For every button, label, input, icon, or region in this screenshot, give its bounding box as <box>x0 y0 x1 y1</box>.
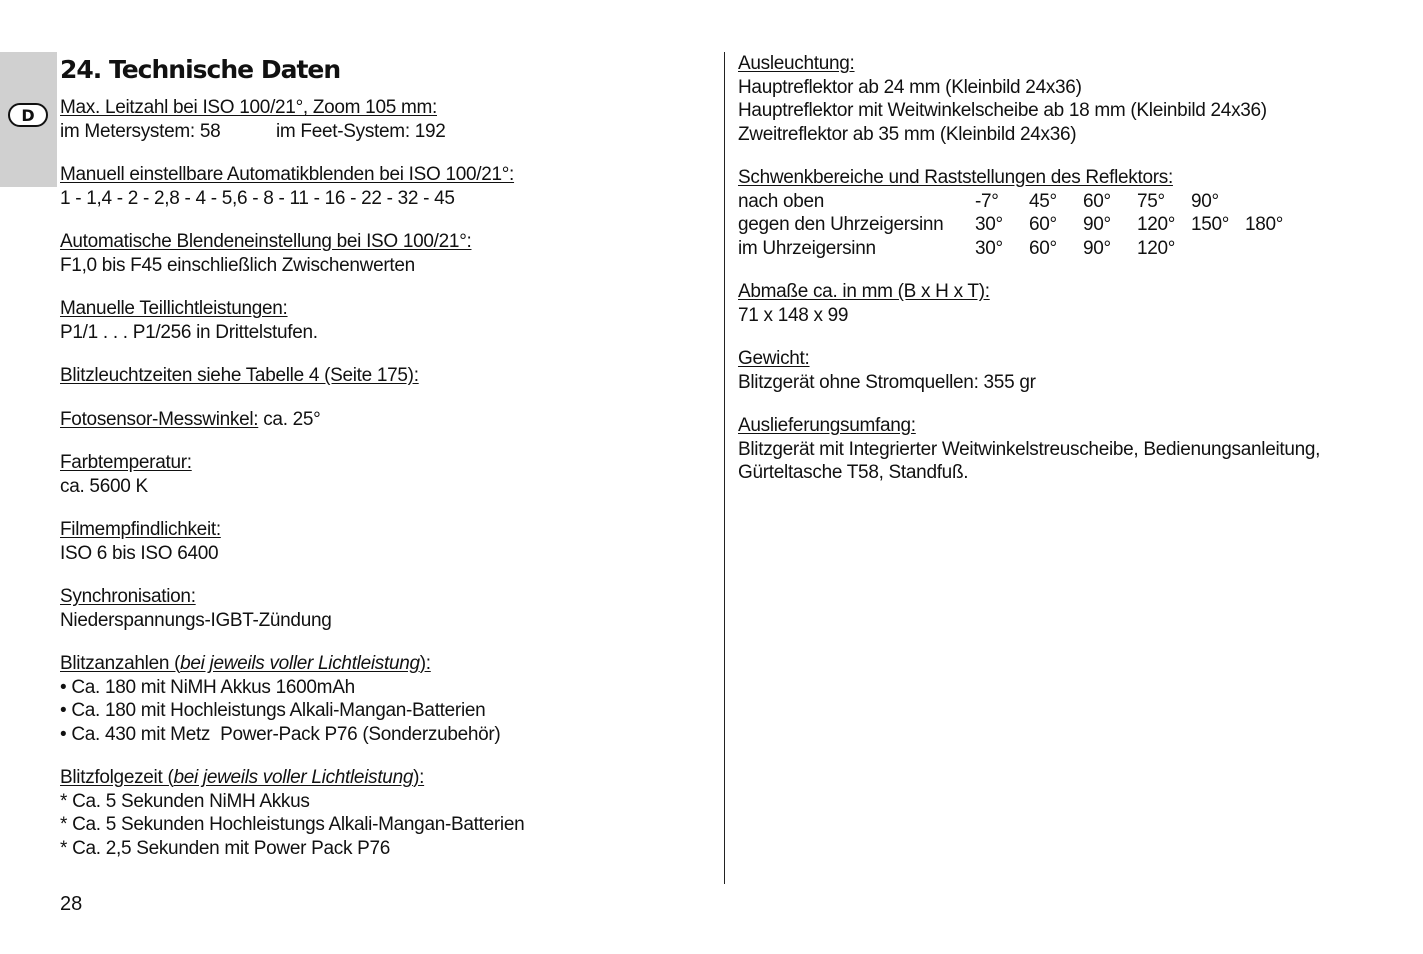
section-heading: Blitzleuchtzeiten siehe Tabelle 4 (Seite 175): <box>60 365 419 386</box>
section-heading: Fotosensor-Messwinkel: <box>60 408 259 430</box>
section-heading: Filmempfindlichkeit: <box>60 519 221 540</box>
angle-cell: 60° <box>1029 214 1057 235</box>
section-color-temp <box>60 451 700 498</box>
heading-part: ): <box>419 653 431 674</box>
list-item: Zweitreflektor ab 35 mm (Kleinbild 24x36) <box>738 123 1077 145</box>
heading-part: Blitzanzahlen ( <box>60 653 181 674</box>
list-item: Hauptreflektor ab 24 mm (Kleinbild 24x36) <box>738 76 1082 98</box>
row-label: im Uhrzeigersinn <box>738 237 876 259</box>
section-heading: Manuell einstellbare Automatikblenden bei ISO 100/21°: <box>60 164 515 185</box>
angle-cell <box>1245 237 1299 261</box>
section-flash-count <box>60 652 700 746</box>
heading-emphasis: bei jeweils voller Lichtleistung <box>173 767 414 788</box>
right-column <box>738 52 1398 505</box>
table-row <box>738 237 1299 261</box>
page-title: 24. Technische Daten <box>60 55 341 84</box>
heading-emphasis: bei jeweils voller Lichtleistung <box>180 653 420 674</box>
section-heading: Gewicht: <box>738 348 810 369</box>
angle-cell <box>1245 190 1299 214</box>
angle-cell: 150° <box>1191 214 1230 235</box>
section-heading: Abmaße ca. in mm (B x H x T): <box>738 281 990 302</box>
section-value: ca. 25° <box>258 408 321 430</box>
section-sensor-angle <box>60 408 700 432</box>
table-row <box>738 213 1299 237</box>
section-coverage <box>738 52 1398 146</box>
section-heading: Farbtemperatur: <box>60 452 192 473</box>
section-recycle-time <box>60 766 700 860</box>
row-label: gegen den Uhrzeigersinn <box>738 214 944 235</box>
section-value: Blitzgerät ohne Stromquellen: 355 gr <box>738 371 1036 393</box>
section-value: Gürteltasche T58, Standfuß. <box>738 462 969 483</box>
section-value: F1,0 bis F45 einschließlich Zwischenwerten <box>60 254 415 276</box>
section-dimensions <box>738 280 1398 327</box>
section-heading: Schwenkbereiche und Raststellungen des Reflektors: <box>738 167 1173 188</box>
section-sync <box>60 585 700 632</box>
section-auto-aperture-setting <box>60 230 700 277</box>
section-guide-number <box>60 96 700 143</box>
section-heading: Synchronisation: <box>60 586 196 607</box>
heading-part: Blitzfolgezeit ( <box>60 767 174 788</box>
list-item: * Ca. 5 Sekunden NiMH Akkus <box>60 790 310 812</box>
list-item: Hauptreflektor mit Weitwinkelscheibe ab 18 mm (Kleinbild 24x36) <box>738 100 1267 121</box>
section-heading: Manuelle Teillichtleistungen: <box>60 298 288 319</box>
section-value: 71 x 148 x 99 <box>738 304 849 326</box>
section-value: Niederspannungs-IGBT-Zündung <box>60 609 332 631</box>
section-heading: Max. Leitzahl bei ISO 100/21°, Zoom 105 mm: <box>60 97 437 118</box>
section-weight <box>738 347 1398 394</box>
angle-cell: 90° <box>1083 214 1111 235</box>
angle-cell: 120° <box>1137 237 1176 259</box>
swivel-table <box>738 190 1299 261</box>
list-item: * Ca. 2,5 Sekunden mit Power Pack P76 <box>60 837 391 859</box>
section-value: ca. 5600 K <box>60 475 148 497</box>
guide-number-feet: im Feet-System: 192 <box>276 120 446 142</box>
page-number: 28 <box>60 893 83 915</box>
column-divider <box>724 52 725 884</box>
section-heading <box>60 766 700 790</box>
guide-number-values <box>60 120 700 144</box>
left-column <box>60 52 700 880</box>
section-film-speed <box>60 518 700 565</box>
guide-number-meter: im Metersystem: 58 <box>60 120 221 142</box>
angle-cell <box>1191 237 1245 261</box>
language-badge: D <box>8 103 48 127</box>
angle-cell: 30° <box>975 214 1003 235</box>
section-partial-power <box>60 297 700 344</box>
angle-cell: 120° <box>1137 214 1176 235</box>
section-value: 1 - 1,4 - 2 - 2,8 - 4 - 5,6 - 8 - 11 - 16 - 22 - 32 - 45 <box>60 187 455 209</box>
section-swivel <box>738 166 1398 260</box>
angle-cell: 45° <box>1029 190 1057 212</box>
angle-cell: 30° <box>975 237 1003 259</box>
angle-cell: 180° <box>1245 214 1284 235</box>
angle-cell: 60° <box>1083 190 1111 212</box>
section-heading: Ausleuchtung: <box>738 53 855 74</box>
section-auto-apertures <box>60 163 700 210</box>
section-heading: Auslieferungsumfang: <box>738 415 916 436</box>
angle-cell: 90° <box>1083 237 1111 259</box>
angle-cell: 90° <box>1191 190 1219 212</box>
section-value: P1/1 . . . P1/256 in Drittelstufen. <box>60 321 318 343</box>
list-item: • Ca. 180 mit Hochleistungs Alkali-Mangan-Batterien <box>60 700 486 721</box>
section-flash-duration <box>60 364 700 388</box>
list-item: • Ca. 430 mit Metz Power-Pack P76 (Sonderzubehör) <box>60 723 501 745</box>
section-value: Blitzgerät mit Integrierter Weitwinkelstreuscheibe, Bedienungsanleitung, <box>738 438 1321 460</box>
section-value: ISO 6 bis ISO 6400 <box>60 542 219 564</box>
row-label: nach oben <box>738 190 825 212</box>
section-heading <box>60 652 700 676</box>
section-heading: Automatische Blendeneinstellung bei ISO 100/21°: <box>60 231 472 252</box>
angle-cell: 60° <box>1029 237 1057 259</box>
list-item: • Ca. 180 mit NiMH Akkus 1600mAh <box>60 676 355 698</box>
angle-cell: -7° <box>975 190 999 212</box>
heading-part: ): <box>413 767 425 788</box>
section-scope <box>738 414 1398 485</box>
table-row <box>738 190 1299 214</box>
angle-cell: 75° <box>1137 190 1165 212</box>
list-item: * Ca. 5 Sekunden Hochleistungs Alkali-Mangan-Batterien <box>60 814 525 835</box>
